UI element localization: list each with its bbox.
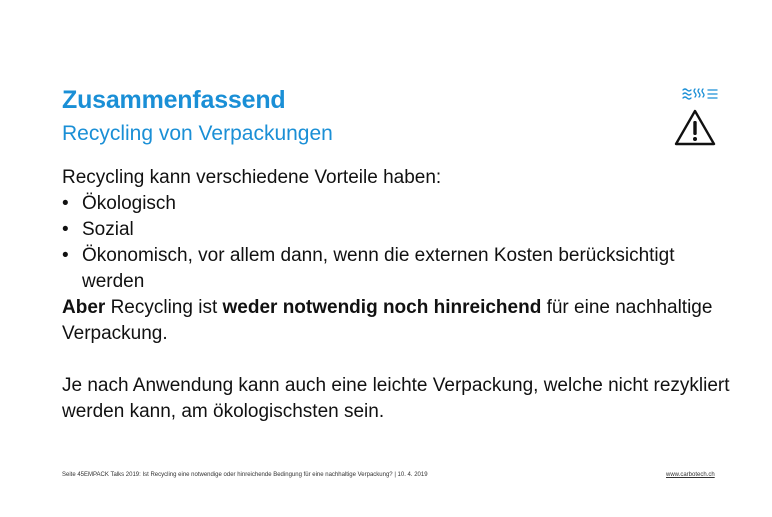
statement-emphasis-aber: Aber	[62, 297, 106, 318]
list-item: • Ökologisch	[62, 191, 742, 217]
statement-part: für eine nachhaltige Verpackung.	[62, 297, 713, 344]
list-item: • Ökonomisch, vor allem dann, wenn die externen Kosten berücksichtigt werden	[62, 243, 742, 295]
slide-title: Zusammenfassend	[62, 86, 286, 114]
footer-website-link[interactable]: www.carbotech.ch	[666, 472, 715, 478]
slide-body	[62, 165, 742, 425]
statement-part: Recycling ist	[105, 297, 223, 318]
statement-text	[62, 295, 742, 347]
warning-triangle-icon	[673, 108, 717, 148]
statement-emphasis: weder notwendig noch hinreichend	[222, 297, 542, 318]
list-item: • Sozial	[62, 217, 742, 243]
footer-event-text: EMPACK Talks 2019: Ist Recycling eine notwendige oder hinreichende Bedingung für eine nachhaltige Verpackung? | 10. 4. 2019	[84, 472, 428, 478]
spacer	[62, 347, 742, 373]
slide-subtitle: Recycling von Verpackungen	[62, 122, 333, 145]
carbotech-logo-icon	[681, 86, 719, 102]
footer-page-number: Seite 45	[62, 472, 85, 478]
closing-text: Je nach Anwendung kann auch eine leichte Verpackung, welche nicht rezykliert werden kann, am ökologischsten sein.	[62, 375, 730, 422]
benefits-list	[62, 191, 742, 295]
intro-text: Recycling kann verschiedene Vorteile haben:	[62, 167, 442, 188]
